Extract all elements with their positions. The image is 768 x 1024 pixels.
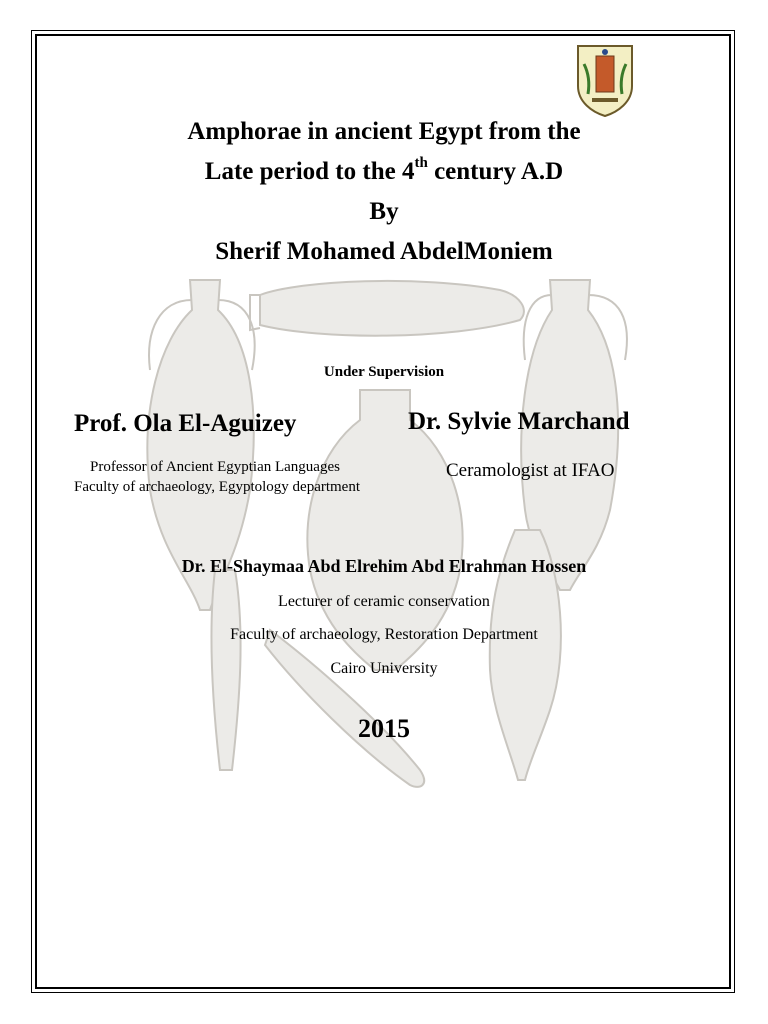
title-line-2 xyxy=(0,155,768,186)
supervisor-1-role-line-1: Professor of Ancient Egyptian Languages xyxy=(90,459,340,475)
supervision-heading: Under Supervision xyxy=(323,364,445,380)
supervisor-1-role-line-2: Faculty of archaeology, Egyptology department xyxy=(73,479,361,495)
supervisor-3-role-line-1: Lecturer of ceramic conservation xyxy=(278,593,490,610)
supervisor-2-role: Ceramologist at IFAO xyxy=(446,460,615,481)
author-name: Sherif Mohamed AbdelMoniem xyxy=(215,238,553,265)
supervisor-3-name: Dr. El-Shaymaa Abd Elrehim Abd Elrahman Hossen xyxy=(181,556,587,576)
title-line-2-start: Late period to the 4 xyxy=(204,158,415,185)
title-line-1: Amphorae in ancient Egypt from the xyxy=(187,118,581,145)
supervisor-3-role-line-2: Faculty of archaeology, Restoration Department xyxy=(230,626,538,643)
year: 2015 xyxy=(358,714,410,743)
title-line-2-end: century A.D xyxy=(427,158,564,185)
supervisor-3-role-line-3: Cairo University xyxy=(330,660,438,677)
university-seal-logo xyxy=(574,42,636,118)
supervisor-2-name: Dr. Sylvie Marchand xyxy=(408,408,630,435)
supervisor-1-name: Prof. Ola El-Aguizey xyxy=(74,410,297,437)
by-label: By xyxy=(369,198,399,225)
title-superscript: th xyxy=(414,155,428,171)
